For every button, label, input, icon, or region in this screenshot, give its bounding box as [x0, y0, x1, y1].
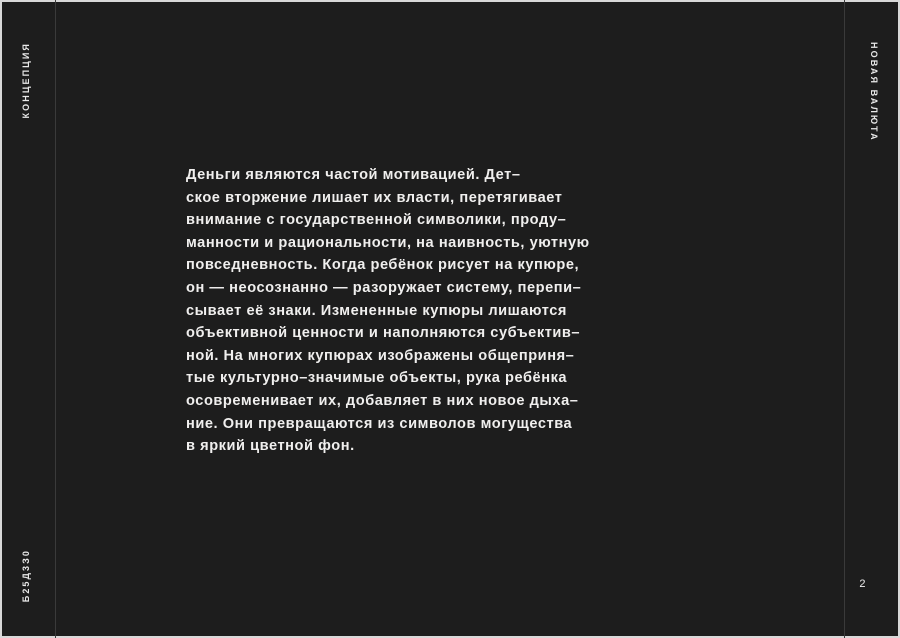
- body-line: манности и рациональности, на наивность, уютную: [186, 234, 590, 251]
- body-line: ной. На многих купюрах изображены общеприня–: [186, 347, 575, 364]
- page-border-top: [0, 0, 900, 2]
- page-border-left: [0, 0, 2, 638]
- document-code-label: Б25Д3З0: [21, 548, 31, 602]
- body-line: тые культурно–значимые объекты, рука ребёнка: [186, 370, 568, 387]
- margin-rule-right: [844, 0, 845, 638]
- body-line: в яркий цветной фон.: [186, 438, 355, 455]
- body-line: осовременивает их, добавляет в них новое дыха–: [186, 392, 579, 409]
- body-paragraph: [186, 164, 626, 458]
- body-line: сывает её знаки. Измененные купюры лишаются: [186, 302, 567, 319]
- body-line: ское вторжение лишает их власти, перетягивает: [186, 189, 563, 206]
- body-line: Деньги являются частой мотивацией. Дет–: [186, 167, 521, 183]
- body-line: ние. Они превращаются из символов могущества: [186, 415, 573, 432]
- project-title-label: НОВАЯ ВАЛЮТА: [869, 42, 879, 142]
- body-line: он — неосознанно — разоружает систему, перепи–: [186, 279, 582, 296]
- body-line: повседневность. Когда ребёнок рисует на купюре,: [186, 257, 580, 274]
- page-number: 2: [859, 578, 866, 590]
- body-line: внимание с государственной символики, проду–: [186, 212, 567, 229]
- body-line: объективной ценности и наполняются субъектив–: [186, 325, 581, 342]
- section-label-concept: КОНЦЕПЦИЯ: [21, 42, 31, 119]
- margin-rule-left: [55, 0, 56, 638]
